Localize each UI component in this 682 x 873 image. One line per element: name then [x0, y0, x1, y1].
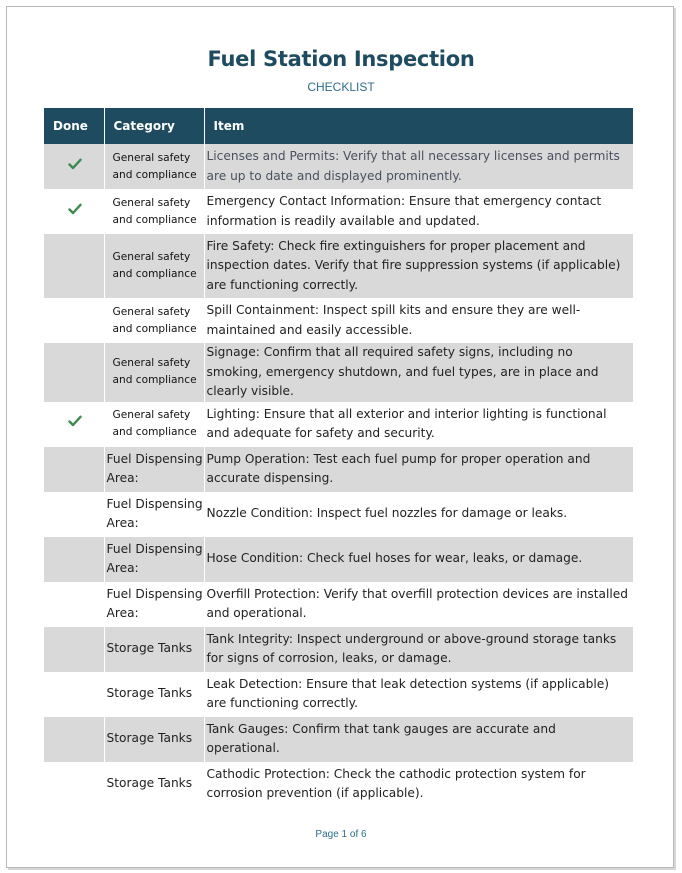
- table-row: [44, 492, 633, 537]
- category-text: General safety and compliance: [112, 196, 197, 226]
- category-cell: [104, 582, 204, 627]
- done-cell[interactable]: [44, 402, 104, 447]
- category-text: Storage Tanks: [106, 686, 193, 701]
- category-cell: [104, 298, 204, 343]
- category-text: Storage Tanks: [106, 776, 193, 791]
- item-text: Tank Gauges: Confirm that tank gauges are accurate and operational.: [206, 721, 556, 755]
- item-text: Licenses and Permits: Verify that all necessary licenses and permits are up to date and displayed prominently.: [206, 149, 620, 183]
- done-cell[interactable]: [44, 492, 104, 537]
- done-cell[interactable]: [44, 447, 104, 492]
- done-cell[interactable]: [44, 717, 104, 762]
- done-cell[interactable]: [44, 582, 104, 627]
- done-cell[interactable]: [44, 537, 104, 582]
- table-row: [44, 189, 633, 234]
- item-cell: [204, 672, 633, 717]
- category-text: Storage Tanks: [106, 731, 193, 746]
- category-cell: [104, 492, 204, 537]
- done-cell[interactable]: [44, 144, 104, 189]
- table-row: [44, 672, 633, 717]
- item-text: Pump Operation: Test each fuel pump for proper operation and accurate dispensing.: [206, 451, 591, 485]
- checkmark-icon: [68, 203, 82, 215]
- column-header-category: Category: [104, 108, 204, 144]
- page-title: Fuel Station Inspection: [207, 47, 475, 71]
- category-cell: [104, 717, 204, 762]
- item-text: Signage: Confirm that all required safety signs, including no smoking, emergency shutdown, and fuel types, are in place and clearly visible.: [206, 345, 599, 398]
- item-cell: [204, 582, 633, 627]
- item-cell: [204, 189, 633, 234]
- column-header-done: Done: [44, 108, 104, 144]
- item-cell: [204, 717, 633, 762]
- column-header-item: Item: [204, 108, 633, 144]
- category-cell: [104, 189, 204, 234]
- item-text: Hose Condition: Check fuel hoses for wear, leaks, or damage.: [206, 551, 583, 566]
- item-cell: [204, 402, 633, 447]
- inspection-checklist-table: [44, 108, 633, 807]
- item-text: Overfill Protection: Verify that overfill protection devices are installed and operational.: [206, 586, 629, 620]
- table-row: [44, 343, 633, 402]
- done-cell[interactable]: [44, 672, 104, 717]
- item-text: Lighting: Ensure that all exterior and interior lighting is functional and adequate for safety and security.: [206, 406, 607, 440]
- done-cell[interactable]: [44, 627, 104, 672]
- item-text: Nozzle Condition: Inspect fuel nozzles for damage or leaks.: [206, 506, 568, 521]
- item-text: Cathodic Protection: Check the cathodic protection system for corrosion prevention (if applicable).: [206, 766, 586, 800]
- item-cell: [204, 492, 633, 537]
- item-cell: [204, 234, 633, 298]
- category-cell: [104, 447, 204, 492]
- item-text: Fire Safety: Check fire extinguishers for proper placement and inspection dates. Verify that fire suppression systems (if applicable) are functioning correctly.: [206, 238, 621, 292]
- item-cell: [204, 343, 633, 402]
- done-cell[interactable]: [44, 298, 104, 343]
- table-row: [44, 627, 633, 672]
- category-cell: [104, 144, 204, 189]
- item-text: Spill Containment: Inspect spill kits and ensure they are well-maintained and easily accessible.: [206, 303, 581, 337]
- category-cell: [104, 672, 204, 717]
- table-row: [44, 298, 633, 343]
- item-cell: [204, 537, 633, 582]
- table-header-row: [44, 108, 633, 144]
- category-text: General safety and compliance: [112, 409, 197, 438]
- item-cell: [204, 144, 633, 189]
- table-row: [44, 582, 633, 627]
- page-subtitle: CHECKLIST: [307, 80, 375, 94]
- category-cell: [104, 762, 204, 807]
- table-row: [44, 762, 633, 807]
- category-cell: [104, 343, 204, 402]
- item-text: Leak Detection: Ensure that leak detection systems (if applicable) are functioning correctly.: [206, 676, 609, 710]
- category-text: Storage Tanks: [106, 641, 193, 656]
- category-cell: [104, 402, 204, 447]
- done-cell[interactable]: [44, 189, 104, 234]
- checkmark-icon: [68, 158, 82, 170]
- table-row: [44, 144, 633, 189]
- checkmark-icon: [68, 415, 82, 427]
- category-cell: [104, 234, 204, 298]
- category-text: General safety and compliance: [112, 305, 197, 335]
- item-cell: [204, 762, 633, 807]
- table-row: [44, 402, 633, 447]
- table-row: [44, 447, 633, 492]
- done-cell[interactable]: [44, 234, 104, 298]
- table-row: [44, 537, 633, 582]
- category-text: Fuel Dispensing Area:: [106, 586, 203, 620]
- category-text: Fuel Dispensing Area:: [106, 541, 203, 575]
- category-text: Fuel Dispensing Area:: [106, 451, 203, 485]
- item-cell: [204, 627, 633, 672]
- item-text: Emergency Contact Information: Ensure that emergency contact information is readily available and updated.: [206, 194, 602, 228]
- item-text: Tank Integrity: Inspect underground or above-ground storage tanks for signs of corrosion, leaks, or damage.: [206, 631, 617, 665]
- done-cell[interactable]: [44, 343, 104, 402]
- category-text: Fuel Dispensing Area:: [106, 496, 203, 530]
- table-row: [44, 234, 633, 298]
- category-text: General safety and compliance: [112, 151, 197, 181]
- item-cell: [204, 298, 633, 343]
- category-text: General safety and compliance: [112, 357, 197, 387]
- table-row: [44, 717, 633, 762]
- category-cell: [104, 627, 204, 672]
- item-cell: [204, 447, 633, 492]
- category-text: General safety and compliance: [112, 251, 197, 280]
- category-cell: [104, 537, 204, 582]
- page-number: Page 1 of 6: [315, 829, 367, 840]
- done-cell[interactable]: [44, 762, 104, 807]
